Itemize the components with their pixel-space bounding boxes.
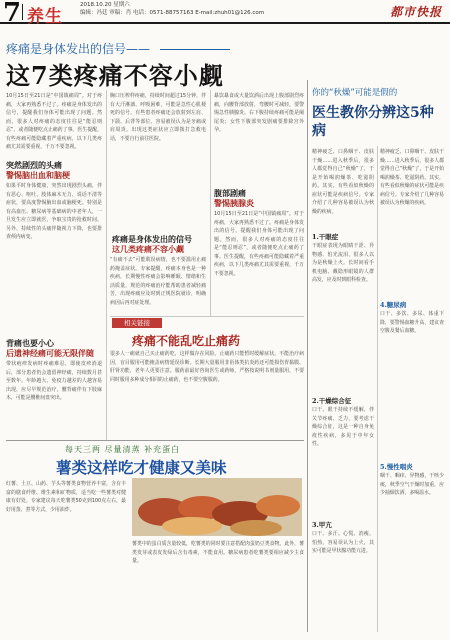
sidebar-body-1: 干眼症表现为眼睛干涩、异物感、怕光流泪，很多人以为是秋燥上火。长时间看手机电脑、戴隐形眼镜的人群高发，应及时到眼科检查。 xyxy=(312,243,374,283)
lead-body-1: 如果平时身体健康，突然出现剧烈头痛，伴有恶心、呕吐、肢体麻木无力、说话不清等症状，要高度警惕脑出血或脑梗死。特别是有高血压、糖尿病等基础病的中老年人，一旦发生应立即就医，争取宝贵的抢救时间。另外，持续性的头痛伴随视力下降，也要排查颅内病变。 xyxy=(6,183,102,240)
column-rule xyxy=(210,90,211,316)
column-rule xyxy=(106,90,107,440)
related-body: 很多人一痛就自己买止痛药吃，这样做存在风险。止痛药只能暂时缓解症状，不能治疗病因，盲目服用可能掩盖病情延误诊断。长期大量服用非甾体类抗炎药还可能损伤胃黏膜、肝肾功能，老年人更要注意。服药前最好咨询医生或药师，严格按说明书剂量服用，不要同时服用多种成分相同的止痛药，也不要空腹服药。 xyxy=(110,351,304,383)
bottom-headline: 薯类这样吃才健康又美味 xyxy=(56,458,227,477)
lead-body-5: “有痛不去”可能耽误病情，也不要滥用止痛药掩盖症状。专家提醒，疼痛本身也是一种疾病，长期慢性疼痛会影响睡眠、情绪和生活质量。规范的疼痛治疗能帮助患者减轻痛苦，出现疼痛应及时到正规医院就诊，明确病因后再对症处理。 xyxy=(110,257,206,306)
page-header xyxy=(0,0,450,28)
sidebar-body-3: 口干、多汗、心慌、消瘦、怕热，容易误认为上火，其实可能是甲状腺功能亢进。 xyxy=(312,531,374,554)
sidebar-sub-4: 4.糖尿病 xyxy=(380,301,407,309)
section-title: 养生 xyxy=(27,7,63,27)
lead-body-2: 胸口压榨样疼痛，持续时间超过15分钟，伴有大汗淋漓、呼吸困难，可能是急性心肌梗死的信号。有些患者疼痛还会放射到左肩、下颌、后背等部位，容易被误认为是牙痛或肩周炎。出现这类症状应立即拨打急救电话，不要自行前往医院。 xyxy=(110,93,206,142)
bottom-body-left: 红薯、土豆、山药、芋头等薯类食物营养丰富，含有丰富的膳食纤维、维生素和矿物质，适当吃一些薯类对健康有好处。专家建议每天吃薯类50克到100克左右，最好用蒸、煮等方式，少用油炸。 xyxy=(6,481,126,513)
sub-headline-1b: 警惕脑出血和脑梗 xyxy=(6,170,70,180)
header-divider xyxy=(22,4,23,20)
sidebar-body-top-right: 精神疲乏、口鼻咽干、皮肤干燥……进入秋季后，很多人都觉得自己“秋燥”了，于是开始喝润燥茶、吃滋阴药。其实，有些看似秋燥的症状可能是疾病信号。专家介绍了几种容易被误认为秋燥的疾病。 xyxy=(380,149,444,206)
page-number: 7 xyxy=(3,0,22,28)
sub-headline-1: 突然剧烈的头痛 xyxy=(6,160,62,170)
bottom-body-right: 薯类中的蛋白质含量较低，吃薯类的同时要注意搭配肉蛋奶豆类食物。此外，薯类发芽或表皮发绿后含有毒素，不能食用。糖尿病患者吃薯类要相应减少主食量。 xyxy=(132,541,304,564)
sub-headline-3: 腹部剧痛 xyxy=(214,188,246,198)
header-meta xyxy=(80,2,264,17)
sub-headline-3b: 警惕胰腺炎 xyxy=(214,198,254,208)
related-tag: 相关链接 xyxy=(112,318,162,328)
issue-date: 2018.10.20 星期六 xyxy=(80,2,130,8)
sidebar-rule xyxy=(307,80,308,632)
newspaper-logo: 都市快报 xyxy=(389,5,442,19)
food-photo-image xyxy=(132,478,302,536)
kicker-rule xyxy=(160,49,230,50)
sidebar-sub-2: 2.干燥综合征 xyxy=(312,397,352,405)
related-headline: 疼痛不能乱吃止痛药 xyxy=(132,334,241,348)
sidebar-sub-1: 1.干眼症 xyxy=(312,233,339,241)
lead-body-3b: 10月15日至21日是“中国镇痛周”。对于疼痛，大家再熟悉不过了。疼痛是身体发出的信号，提醒我们身体可能出现了问题。然而，很多人对疼痛的态度往往是“能忍则忍”，或者随便吃点止痛药了事。医生提醒，有些疼痛可能隐藏着严重疾病，以下几类疼痛尤其需要重视，千万不要忽视。 xyxy=(214,211,304,277)
related-rule xyxy=(110,316,304,317)
sidebar-body-5: 咽干、咽痒、异物感，干咳少痰，秋季空气干燥时加重，应少抽烟饮酒，多喝温水。 xyxy=(380,473,444,496)
sidebar-body-2: 口干、眼干持续不缓解，伴关节疼痛、乏力，要考虑干燥综合征，这是一种自身免疫性疾病，多见于中年女性。 xyxy=(312,407,374,447)
sidebar-intro: 精神疲乏、口鼻咽干、皮肤干燥……进入秋季后，很多人都觉得自己“秋燥”了，于是开始喝润燥茶、吃滋阴药。其实，有些看似秋燥的症状可能是疾病信号。专家介绍了几种容易被误认为秋燥的疾病。 xyxy=(312,149,374,215)
sidebar-column-rule xyxy=(377,146,378,632)
sidebar-kicker: 你的“秋燥”可能是假的 xyxy=(312,88,398,98)
editor-contact: 编辑：冯廷 审稿：肖 电话：0571-88757163 E-mail:zhuh01@126.com xyxy=(80,9,265,16)
sidebar-body-4: 口干、多饮、多尿、体重下降，要警惕血糖升高，建议查空腹及餐后血糖。 xyxy=(380,311,444,334)
lead-body-4: 带状疱疹发病时疼痛难忍，即使皮疹消退后，部分患者仍会遗留神经痛，持续数月甚至数年。年龄越大、免疫力越差的人越容易出现，应尽早规范治疗。腰背痛伴有下肢麻木，可能是腰椎间盘突出。 xyxy=(6,361,102,401)
sub-headline-5b: 这几类疼痛不容小觑 xyxy=(112,244,184,254)
bottom-kicker: 每天三两 尽量清蒸 补充蛋白 xyxy=(65,445,181,454)
bottom-rule xyxy=(6,440,304,441)
sidebar-sub-3: 3.甲亢 xyxy=(312,521,332,529)
lead-headline: 这7类疼痛不容小觑 xyxy=(6,61,224,90)
lead-body-3: 暴饮暴食或大量饮酒后出现上腹部剧烈疼痛，向腰背部放射，弯腰时可减轻，要警惕急性胰腺炎。右下腹持续疼痛可能是阑尾炎；女性下腹部突发剧痛要排除宫外孕。 xyxy=(214,93,304,133)
sub-headline-5: 疼痛是身体发出的信号 xyxy=(112,234,192,244)
food-photo xyxy=(132,478,302,536)
sidebar-sub-5: 5.慢性咽炎 xyxy=(380,463,413,471)
lead-kicker: 疼痛是身体发出的信号—— xyxy=(6,42,151,56)
lead-intro: 10月15日至21日是“中国镇痛周”。对于疼痛，大家再熟悉不过了。疼痛是身体发出的信号，提醒我们身体可能出现了问题。然而，很多人对疼痛的态度往往是“能忍则忍”，或者随便吃点止痛药了事。医生提醒，有些疼痛可能隐藏着严重疾病，以下几类疼痛尤其需要重视，千万不要忽视。 xyxy=(6,93,102,150)
sidebar-headline: 医生教你分辨这5种病 xyxy=(312,105,434,139)
sub-headline-4: 背痛也要小心 xyxy=(6,338,54,348)
sub-headline-4b: 后遗神经痛可能无限伴随 xyxy=(6,348,94,358)
